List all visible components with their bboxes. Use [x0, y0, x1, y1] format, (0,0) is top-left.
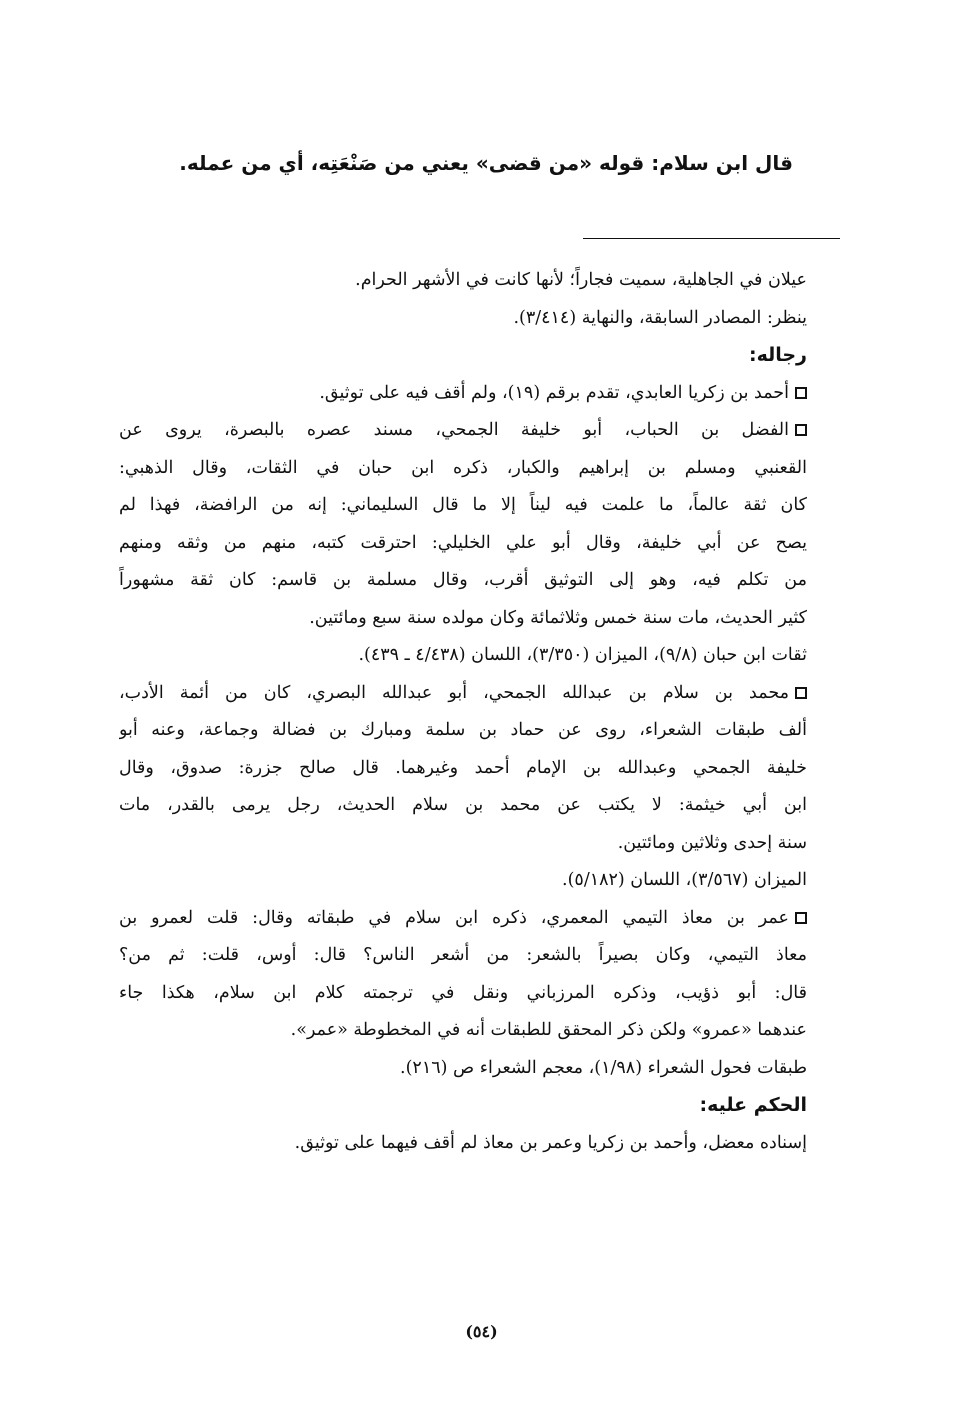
narrator-line: كان ثقة عالماً، ما علمت فيه ليناً إلا ما قال السليماني: إنه من الرافضة، فهذا لم: [119, 495, 807, 515]
square-bullet-icon: [795, 687, 807, 699]
narrator-text: أحمد بن زكريا العابدي، تقدم برقم (١٩)، ولم أقف فيه على توثيق.: [319, 382, 789, 403]
narrator-entry-umar: [119, 900, 807, 938]
narrator-source: ثقات ابن حبان (٩/٨)، الميزان (٣/٣٥٠)، اللسان (٤/٤٣٨ ـ ٤٣٩).: [358, 645, 807, 665]
narrator-line: من تكلم فيه، وهو إلى التوثيق أقرب، وقال مسلمة بن قاسم: كان ثقة مشهوراً: [119, 570, 807, 590]
narrator-entry-ahmad: [119, 375, 807, 413]
square-bullet-icon: [795, 912, 807, 924]
footnote-body: [119, 262, 807, 1162]
narrator-line: ابن أبي خيثمة: لا يكتب عن محمد بن سلام الحديث، رجل يرمى بالقدر، مات: [119, 795, 807, 815]
narrator-line: كثير الحديث، مات سنة خمس وثلاثمائة وكان مولده سنة سبع ومائتين.: [309, 607, 807, 628]
narrator-entry-fadl: [119, 412, 807, 450]
narrator-line: ألف طبقات الشعراء، روى عن حماد بن سلمة ومبارك بن فضالة وجماعة، وعنه أبو: [119, 720, 807, 740]
ruling-heading: الحكم عليه:: [699, 1094, 807, 1116]
ruling-text: إسناده معضل، وأحمد بن زكريا وعمر بن معاذ لم أقف فيهما على توثيق.: [294, 1132, 807, 1153]
narrator-line: عندهما «عمرو» ولكن ذكر المحقق للطبقات أنه في المخطوطة «عمر».: [290, 1020, 807, 1040]
narrator-text: عمر بن معاذ التيمي المعمري، ذكره ابن سلام في طبقاته وقال: قلت لعمرو بن: [119, 907, 789, 928]
rijal-heading: رجاله:: [748, 344, 807, 366]
footnote-separator: [583, 238, 840, 239]
narrator-line: القعنبي ومسلم بن إبراهيم والكبار، ذكره ابن حبان في الثقات، وقال الذهبي:: [119, 457, 807, 478]
square-bullet-icon: [795, 387, 807, 399]
narrator-source: طبقات فحول الشعراء (١/٩٨)، معجم الشعراء ص (٢١٦).: [400, 1057, 807, 1078]
narrator-line: سنة إحدى وثلاثين ومائتين.: [617, 832, 807, 853]
narrator-text: محمد بن سلام بن عبدالله الجمحي، أبو عبدالله البصري، كان من أئمة الأدب،: [119, 682, 789, 703]
narrator-line: قال: أبو ذؤيب، وذكره المرزباني ونقل في ترجمته كلام ابن سلام، هكذا جاء: [119, 982, 807, 1003]
narrator-entry-muhammad: [119, 675, 807, 713]
top-quote: قال ابن سلام: قوله «من قضى» يعني من صَنْعَتِه، أي من عمله.: [179, 151, 793, 175]
narrator-source: الميزان (٣/٥٦٧)، اللسان (٥/١٨٢).: [562, 870, 807, 890]
footnote-line: عيلان في الجاهلية، سميت فجاراً؛ لأنها كانت في الأشهر الحرام.: [355, 270, 807, 290]
narrator-line: خليفة الجمحي وعبدالله بن الإمام أحمد وغيرهما. قال صالح جزرة: صدوق، وقال: [119, 757, 807, 778]
page-number: (٥٤): [465, 1322, 498, 1341]
narrator-text: الفضل بن الحباب، أبو خليفة الجمحي، مسند عصره بالبصرة، يروى عن: [119, 420, 789, 440]
narrator-line: يصح عن أبي خليفة، وقال أبو علي الخليلي: احترقت كتبه، منهم من وثقه ومنهم: [119, 532, 807, 553]
narrator-line: معاذ التيمي، وكان بصيراً بالشعر: من أشعر الناس؟ قال: أوس، قلت: ثم من؟: [119, 945, 807, 965]
square-bullet-icon: [795, 424, 807, 436]
footnote-line: ينظر: المصادر السابقة، والنهاية (٣/٤١٤).: [513, 307, 807, 328]
